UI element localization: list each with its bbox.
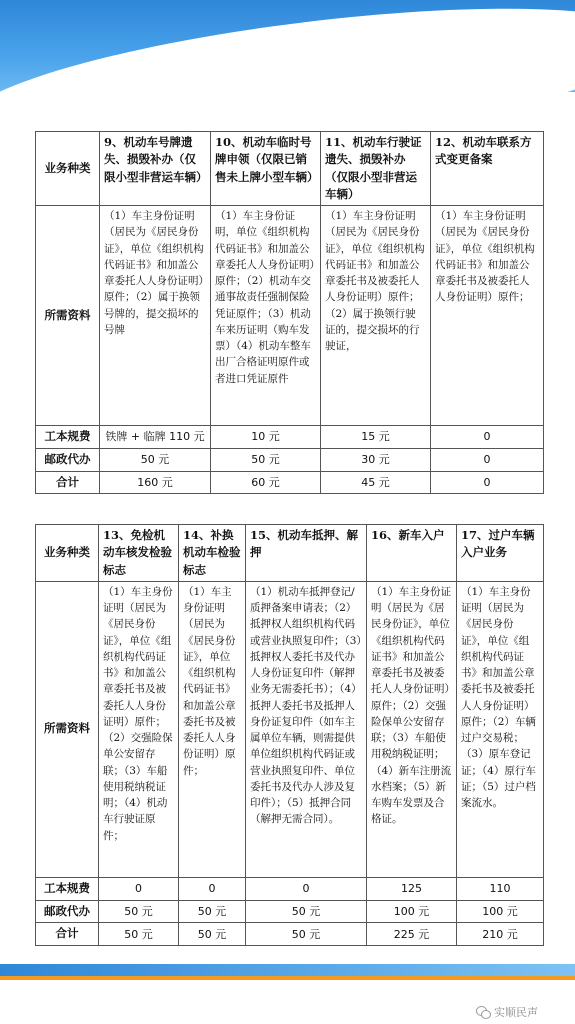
materials-cell: （1）车主身份证明（居民为《居民身份证》，单位《组织机构代码证书》和加盖公章委托书及被委托人人身份证明）原件；（2）属于换领行驶证的，提交损坏的行驶证，: [321, 206, 431, 426]
fee-cell: 铁牌 + 临牌 110 元: [100, 426, 211, 449]
postal-cell: 50 元: [179, 900, 246, 923]
column-title: 15、机动车抵押、解押: [246, 525, 367, 582]
header-banner: [0, 0, 575, 92]
postal-cell: 50 元: [100, 448, 211, 471]
footer-blue-bar: [0, 964, 575, 976]
table-row: [36, 923, 544, 946]
total-cell: 210 元: [457, 923, 544, 946]
row-header-postal: 邮政代办: [36, 900, 99, 923]
fee-cell: 125: [367, 877, 457, 900]
materials-cell: （1）车主身份证明（居民为《居民身份证》，单位《组织机构代码证书》和加盖公章委托书及被委托人人身份证明）原件；（2）交强险保单公安留存联；（3）车船使用税纳税证明；（4）机动车行驶证原件；: [99, 581, 179, 877]
row-header-materials: 所需资料: [36, 581, 99, 877]
column-title: 10、机动车临时号牌申领（仅限已销售未上牌小型车辆）: [211, 132, 321, 206]
table-row: [36, 581, 544, 877]
postal-cell: 0: [431, 448, 544, 471]
table-row: [36, 900, 544, 923]
row-header-type: 业务种类: [36, 525, 99, 582]
column-title: 9、机动车号牌遗失、损毁补办（仅限小型非营运车辆）: [100, 132, 211, 206]
total-cell: 50 元: [99, 923, 179, 946]
table-row: [36, 525, 544, 582]
materials-cell: （1）车主身份证明（居民为《居民身份证》，单位《组织机构代码证书》和加盖公章委托书及被委托人人身份证明）原件；: [431, 206, 544, 426]
table-row: [36, 206, 544, 426]
row-header-total: 合计: [36, 471, 100, 494]
fee-cell: 0: [179, 877, 246, 900]
table-row: [36, 448, 544, 471]
total-cell: 0: [431, 471, 544, 494]
table-row: [36, 877, 544, 900]
materials-cell: （1）车主身份证明（居民为《居民身份证》，单位《组织机构代码证书》和加盖公章委托书及被委托人人身份证明）原件；（2）交强险保单公安留存联；（3）车船使用税纳税证明；（4）新车注册流水档案；（5）新车购车发票及合格证。: [367, 581, 457, 877]
row-header-fee: 工本规费: [36, 426, 100, 449]
service-table-1: [35, 131, 544, 494]
banner-white-swoosh: [0, 0, 575, 92]
fee-cell: 110: [457, 877, 544, 900]
postal-cell: 30 元: [321, 448, 431, 471]
total-cell: 50 元: [179, 923, 246, 946]
row-header-fee: 工本规费: [36, 877, 99, 900]
fee-cell: 15 元: [321, 426, 431, 449]
table-row: [36, 471, 544, 494]
postal-cell: 50 元: [211, 448, 321, 471]
total-cell: 45 元: [321, 471, 431, 494]
row-header-materials: 所需资料: [36, 206, 100, 426]
row-header-total: 合计: [36, 923, 99, 946]
total-cell: 60 元: [211, 471, 321, 494]
materials-cell: （1）车主身份证明，单位《组织机构代码证书》和加盖公章委托人人身份证明）原件；（2）机动车交通事故责任强制保险凭证原件；（3）机动车来历证明（购车发票）（4）机动车整车出厂合格证明原件或者进口凭证原件: [211, 206, 321, 426]
service-table-2: [35, 524, 544, 946]
row-header-postal: 邮政代办: [36, 448, 100, 471]
row-header-type: 业务种类: [36, 132, 100, 206]
source-watermark: [476, 1004, 538, 1020]
materials-cell: （1）车主身份证明（居民为《居民身份证》，单位《组织机构代码证书》和加盖公章委托书及被委托人人身份证明）原件；: [179, 581, 246, 877]
column-title: 11、机动车行驶证遗失、损毁补办（仅限小型非营运车辆）: [321, 132, 431, 206]
column-title: 13、免检机动车核发检验标志: [99, 525, 179, 582]
column-title: 17、过户车辆入户业务: [457, 525, 544, 582]
total-cell: 225 元: [367, 923, 457, 946]
postal-cell: 50 元: [99, 900, 179, 923]
table-row: [36, 426, 544, 449]
watermark-text: 实顺民声: [494, 1006, 538, 1019]
materials-cell: （1）机动车抵押登记/质押备案申请表；（2）抵押权人组织机构代码或营业执照复印件；（3）抵押权人委托书及代办人身份证复印件（解押业务无需委托书）；（4）抵押人委托书及抵押人身份证复印件（如车主属单位车辆，则需提供单位组织机构代码证或营业执照复印件、单位委托书及代办人涉及复印件）；（5）抵押合同（解押无需合同）。: [246, 581, 367, 877]
wechat-icon: [476, 1006, 490, 1018]
column-title: 12、机动车联系方式变更备案: [431, 132, 544, 206]
column-title: 14、补换机动车检验标志: [179, 525, 246, 582]
materials-cell: （1）车主身份证明（居民为《居民身份证》，单位《组织机构代码证书》和加盖公章委托人人身份证明）原件；（2）属于换领号牌的，提交损坏的号牌: [100, 206, 211, 426]
postal-cell: 100 元: [367, 900, 457, 923]
fee-cell: 0: [99, 877, 179, 900]
column-title: 16、新车入户: [367, 525, 457, 582]
table-row: [36, 132, 544, 206]
footer-orange-bar: [0, 976, 575, 980]
fee-cell: 10 元: [211, 426, 321, 449]
total-cell: 50 元: [246, 923, 367, 946]
total-cell: 160 元: [100, 471, 211, 494]
fee-cell: 0: [246, 877, 367, 900]
postal-cell: 50 元: [246, 900, 367, 923]
materials-cell: （1）车主身份证明（居民为《居民身份证》，单位《组织机构代码证书》和加盖公章委托书及被委托人人身份证明）原件；（2）车辆过户交易税；（3）原车登记证；（4）原行车证；（5）过户档案流水。: [457, 581, 544, 877]
postal-cell: 100 元: [457, 900, 544, 923]
fee-cell: 0: [431, 426, 544, 449]
